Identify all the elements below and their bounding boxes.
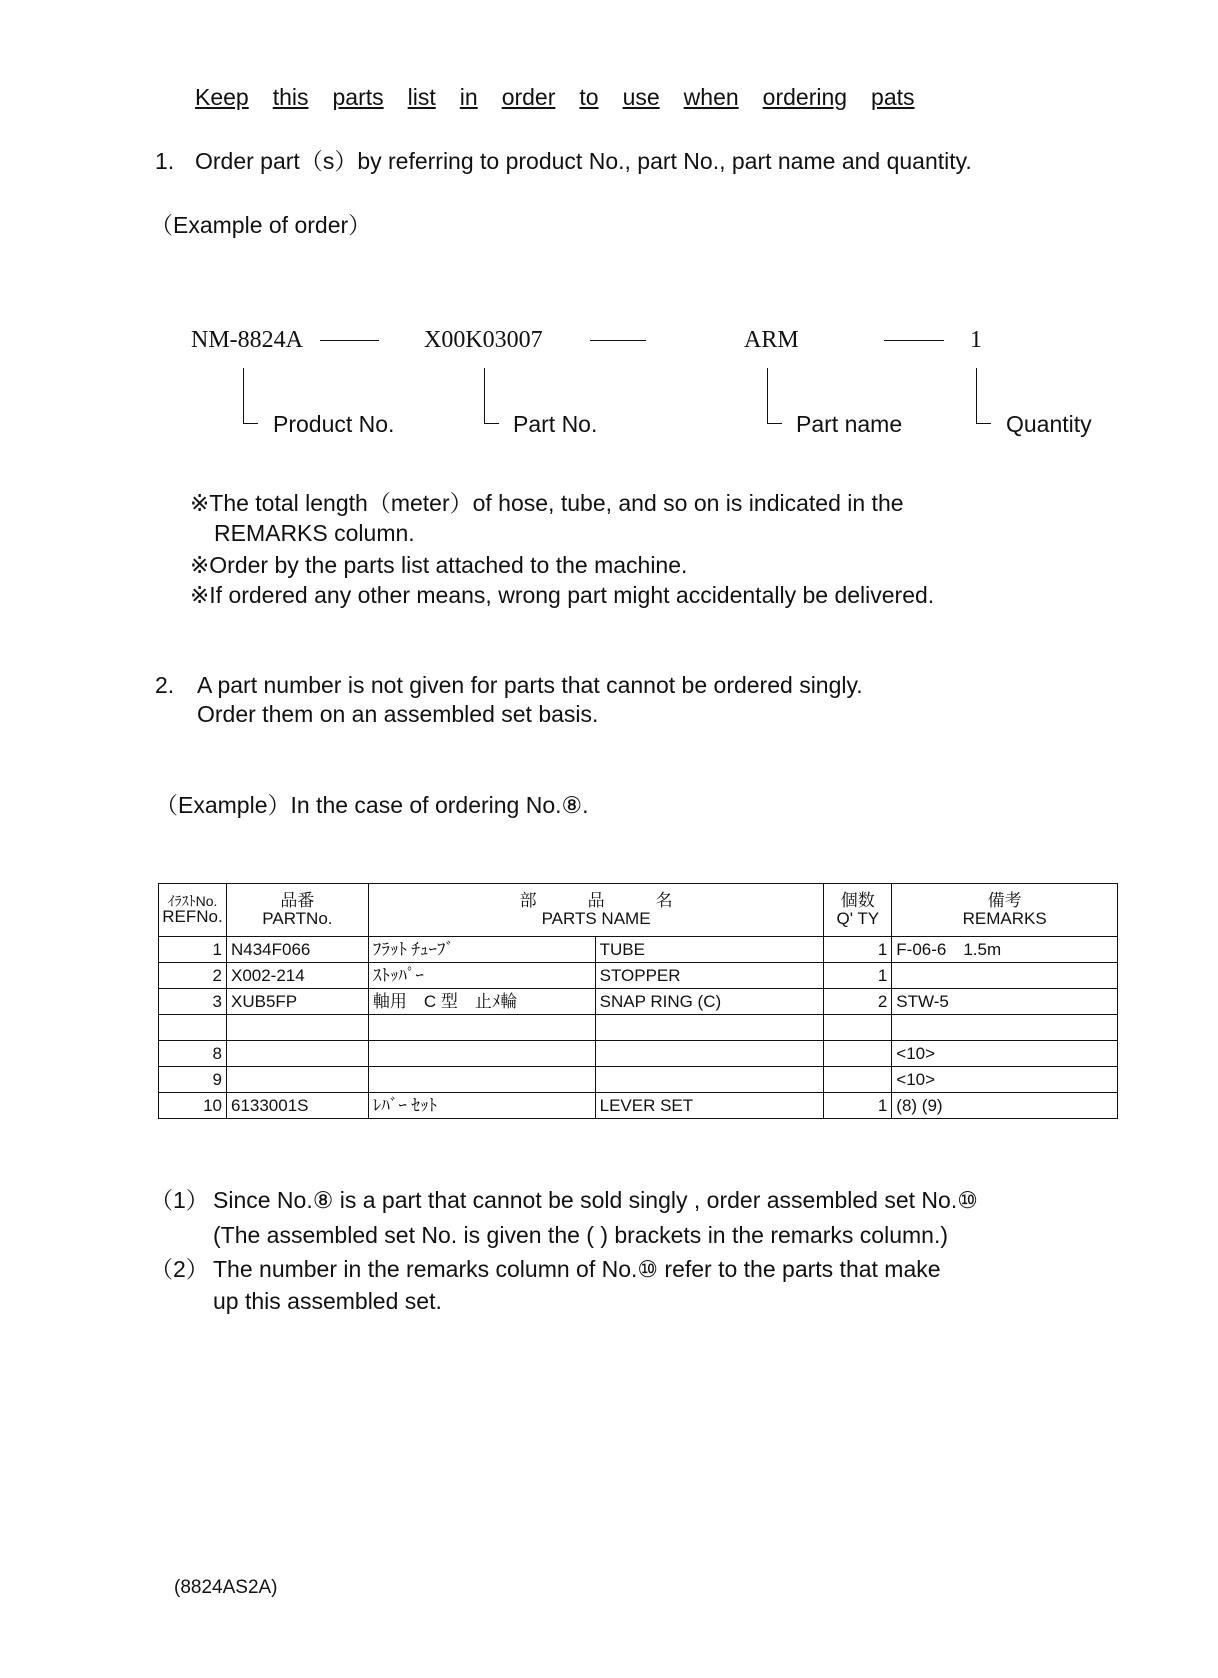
heading-word: this (272, 84, 309, 110)
cell-name-jp (368, 1067, 595, 1093)
cell-name-en: SNAP RING (C) (595, 989, 824, 1015)
label-part-name: Part name (796, 411, 903, 437)
cell-remarks: <10> (892, 1041, 1118, 1067)
cell-qty: 1 (824, 963, 892, 989)
cell-part: XUB5FP (226, 989, 368, 1015)
header-part: 品番 PARTNo. (226, 884, 368, 937)
note-2: ※Order by the parts list attached to the machine. (190, 552, 688, 578)
heading-word: order (501, 84, 556, 110)
item2-number: 2. (155, 672, 175, 698)
cell-name-jp (368, 1015, 595, 1041)
heading (195, 86, 939, 109)
cell-qty (824, 1041, 892, 1067)
explanation-1-line-1: Since No.⑧ is a part that cannot be sold singly , order assembled set No.⑩ (213, 1187, 978, 1213)
item2-line-2: Order them on an assembled set basis. (197, 701, 599, 727)
table-row (159, 1093, 1118, 1119)
heading-word: in (459, 84, 478, 110)
heading-word: ordering (762, 84, 848, 110)
cell-name-jp: ﾌﾗｯﾄ ﾁｭｰﾌﾞ (368, 937, 595, 963)
explanation-1-line-2: (The assembled set No. is given the ( ) brackets in the remarks column.) (213, 1222, 949, 1248)
cell-qty: 1 (824, 1093, 892, 1119)
example-quantity: 1 (970, 327, 982, 353)
cell-ref: 1 (159, 937, 227, 963)
header-remarks: 備考 REMARKS (892, 884, 1118, 937)
table-row (159, 1067, 1118, 1093)
cell-ref: 2 (159, 963, 227, 989)
dash-3 (884, 340, 944, 341)
cell-part (226, 1015, 368, 1041)
bracket-product (243, 368, 258, 424)
cell-qty: 1 (824, 937, 892, 963)
label-part-no: Part No. (513, 411, 598, 437)
heading-word: use (622, 84, 660, 110)
note-1: ※The total length（meter）of hose, tube, and so on is indicated in the (190, 490, 904, 516)
bracket-name (767, 368, 782, 424)
explanation-2-line-2: up this assembled set. (213, 1288, 442, 1314)
item1-text: Order part（s）by referring to product No., part No., part name and quantity. (195, 148, 972, 174)
cell-name-en (595, 1067, 824, 1093)
cell-name-en: LEVER SET (595, 1093, 824, 1119)
cell-ref: 8 (159, 1041, 227, 1067)
header-ref: ｲﾗｽﾄNo. REFNo. (159, 884, 227, 937)
item2-line-1: A part number is not given for parts that cannot be ordered singly. (197, 672, 863, 698)
cell-ref: 10 (159, 1093, 227, 1119)
table-row (159, 937, 1118, 963)
cell-remarks: F-06-6 1.5m (892, 937, 1118, 963)
label-quantity: Quantity (1006, 411, 1092, 437)
explanation-2-number: （2） (150, 1256, 209, 1282)
example-part-no: X00K03007 (424, 327, 543, 353)
cell-name-en: TUBE (595, 937, 824, 963)
cell-name-en (595, 1015, 824, 1041)
cell-name-en: STOPPER (595, 963, 824, 989)
table-row (159, 1041, 1118, 1067)
footer-code: (8824AS2A) (174, 1577, 278, 1598)
cell-part: 6133001S (226, 1093, 368, 1119)
cell-ref: 9 (159, 1067, 227, 1093)
explanation-1-number: （1） (150, 1187, 209, 1213)
cell-part (226, 1067, 368, 1093)
item1-number: 1. (155, 148, 175, 174)
note-3: ※If ordered any other means, wrong part might accidentally be delivered. (190, 582, 935, 608)
dash-1 (320, 340, 379, 341)
cell-remarks: <10> (892, 1067, 1118, 1093)
heading-word: Keep (195, 84, 249, 110)
heading-word: to (579, 84, 599, 110)
heading-word: pats (871, 84, 915, 110)
example-order-label: （Example of order） (150, 212, 372, 238)
cell-name-jp (368, 1041, 595, 1067)
example-product-no: NM-8824A (191, 327, 303, 353)
parts-table (158, 883, 1118, 1119)
table-row (159, 1015, 1118, 1041)
heading-word: when (683, 84, 739, 110)
cell-remarks: STW-5 (892, 989, 1118, 1015)
cell-qty (824, 1067, 892, 1093)
heading-word: parts (332, 84, 384, 110)
table-header-row (159, 884, 1118, 937)
bracket-part (484, 368, 499, 424)
cell-part (226, 1041, 368, 1067)
cell-ref (159, 1015, 227, 1041)
cell-name-jp: ｽﾄｯﾊﾟｰ (368, 963, 595, 989)
header-qty: 個数 Q' TY (824, 884, 892, 937)
cell-qty (824, 1015, 892, 1041)
cell-remarks: (8) (9) (892, 1093, 1118, 1119)
cell-name-en (595, 1041, 824, 1067)
label-product-no: Product No. (273, 411, 395, 437)
cell-remarks (892, 963, 1118, 989)
cell-remarks (892, 1015, 1118, 1041)
cell-part: N434F066 (226, 937, 368, 963)
example-part-name: ARM (744, 327, 799, 353)
cell-qty: 2 (824, 989, 892, 1015)
cell-name-jp: 軸用 C 型 止ﾒ輪 (368, 989, 595, 1015)
explanation-2-line-1: The number in the remarks column of No.⑩ refer to the parts that make (213, 1256, 941, 1282)
cell-part: X002-214 (226, 963, 368, 989)
dash-2 (590, 340, 646, 341)
example2-label: （Example）In the case of ordering No.⑧. (155, 792, 589, 818)
heading-word: list (407, 84, 436, 110)
note-1-cont: REMARKS column. (214, 520, 415, 546)
header-name: 部 品 名 PARTS NAME (368, 884, 824, 937)
cell-name-jp: ﾚﾊﾞｰ ｾｯﾄ (368, 1093, 595, 1119)
table-row (159, 963, 1118, 989)
bracket-qty (976, 368, 991, 424)
cell-ref: 3 (159, 989, 227, 1015)
table-row (159, 989, 1118, 1015)
